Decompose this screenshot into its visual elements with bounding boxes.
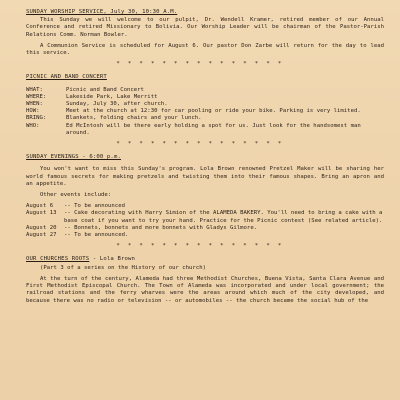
event-date: August 27: [26, 232, 57, 239]
roots-heading: OUR CHURCHES ROOTS: [26, 256, 90, 263]
picnic-key: WHO:: [26, 122, 40, 129]
picnic-value: Blankets, folding chairs and your lunch.: [66, 115, 202, 122]
event-date: August 6: [26, 203, 54, 210]
picnic-key: HOW:: [26, 108, 40, 115]
worship-heading: SUNDAY WORSHIP SERVICE, July 30, 10:30 A.M.: [26, 9, 178, 15]
section-separator: * * * * * * * * * * * * * * *: [116, 141, 284, 148]
event-text: -- To be announced: [64, 203, 125, 210]
picnic-key: WHAT:: [26, 86, 43, 93]
evenings-heading: SUNDAY EVENINGS - 6:00 p.m.: [26, 154, 121, 161]
picnic-value: Sunday, July 30, after church.: [66, 101, 168, 108]
event-date: August 13: [26, 210, 57, 217]
picnic-row-bring: [26, 115, 384, 122]
event-text: -- Cake decorating with Harry Simion of the ALAMEDA BAKERY. You'll need to bring a cake with a base coat if you want to try your hand. Practice for the Picnic contest (See related article).: [64, 210, 383, 224]
picnic-value: Ed McIntosh will be there early holding a spot for us. Just look for the handsomest man around.: [66, 122, 361, 136]
event-row: [26, 225, 384, 232]
roots-paragraph: At the turn of the century, Alameda had three Methodist Churches, Buena Vista, Santa Clara Avenue and First Methodist Episcopal Church. The Town of Alameda was incorporated and under local government; the railroad stations and the ferry wharves were the areas around which much of the city developed, and because there was no radio or television -- or automobiles -- the church became the social hub of the: [26, 275, 384, 304]
picnic-value: Picnic and Band Concert: [66, 86, 144, 93]
worship-paragraph-1: This Sunday we will welcome to our pulpit, Dr. Wendell Kramer, retired member of our Annual Conference and retired Missionary to Bolivia. Our Worship Leader will be chairman of the Pastor-Parish Relations Comm. Norman Bowler.: [26, 17, 384, 38]
event-row: [26, 203, 384, 210]
event-text: -- To be announced.: [64, 232, 129, 239]
worship-paragraph-2: A Communion Service is scheduled for August 6. Our pastor Don Zarbe will return for the day to lead this service.: [26, 42, 384, 57]
other-events-label: Other events include:: [40, 192, 112, 199]
event-text: -- Bonnets, bonnets and more bonnets with Gladys Gilmore.: [64, 224, 258, 231]
roots-heading-line: [26, 256, 390, 263]
roots-author: - Lola Brown: [89, 256, 136, 263]
picnic-details: [26, 87, 384, 137]
event-date: August 20: [26, 224, 57, 231]
picnic-key: WHEN:: [26, 101, 43, 108]
picnic-value: Lakeside Park, Lake Merritt: [66, 93, 158, 100]
event-row: [26, 210, 384, 224]
picnic-row-who: [26, 123, 384, 137]
picnic-row-what: [26, 87, 384, 94]
event-row: [26, 232, 384, 239]
picnic-key: WHERE:: [26, 93, 47, 100]
section-separator: * * * * * * * * * * * * * * *: [116, 243, 284, 250]
events-list: [26, 203, 384, 239]
picnic-row-when: [26, 101, 384, 108]
evenings-paragraph: You won't want to miss this Sunday's program. Lola Brown renowned Pretzel Maker will be sharing her world famous secrets for making pretzels and twisting them into their famous shapes. Bring an apron and an appetite.: [26, 166, 384, 187]
picnic-heading: PICNIC AND BAND CONCERT: [26, 74, 107, 81]
picnic-value: Meet at the church at 12:30 for car pooling or ride your bike. Parking is very limited.: [66, 108, 361, 115]
roots-subtitle: (Part 3 of a series on the History of our church): [40, 264, 206, 271]
picnic-row-how: [26, 108, 384, 115]
picnic-row-where: [26, 94, 384, 101]
section-separator: * * * * * * * * * * * * * * *: [116, 61, 284, 68]
picnic-key: BRING:: [26, 115, 47, 122]
